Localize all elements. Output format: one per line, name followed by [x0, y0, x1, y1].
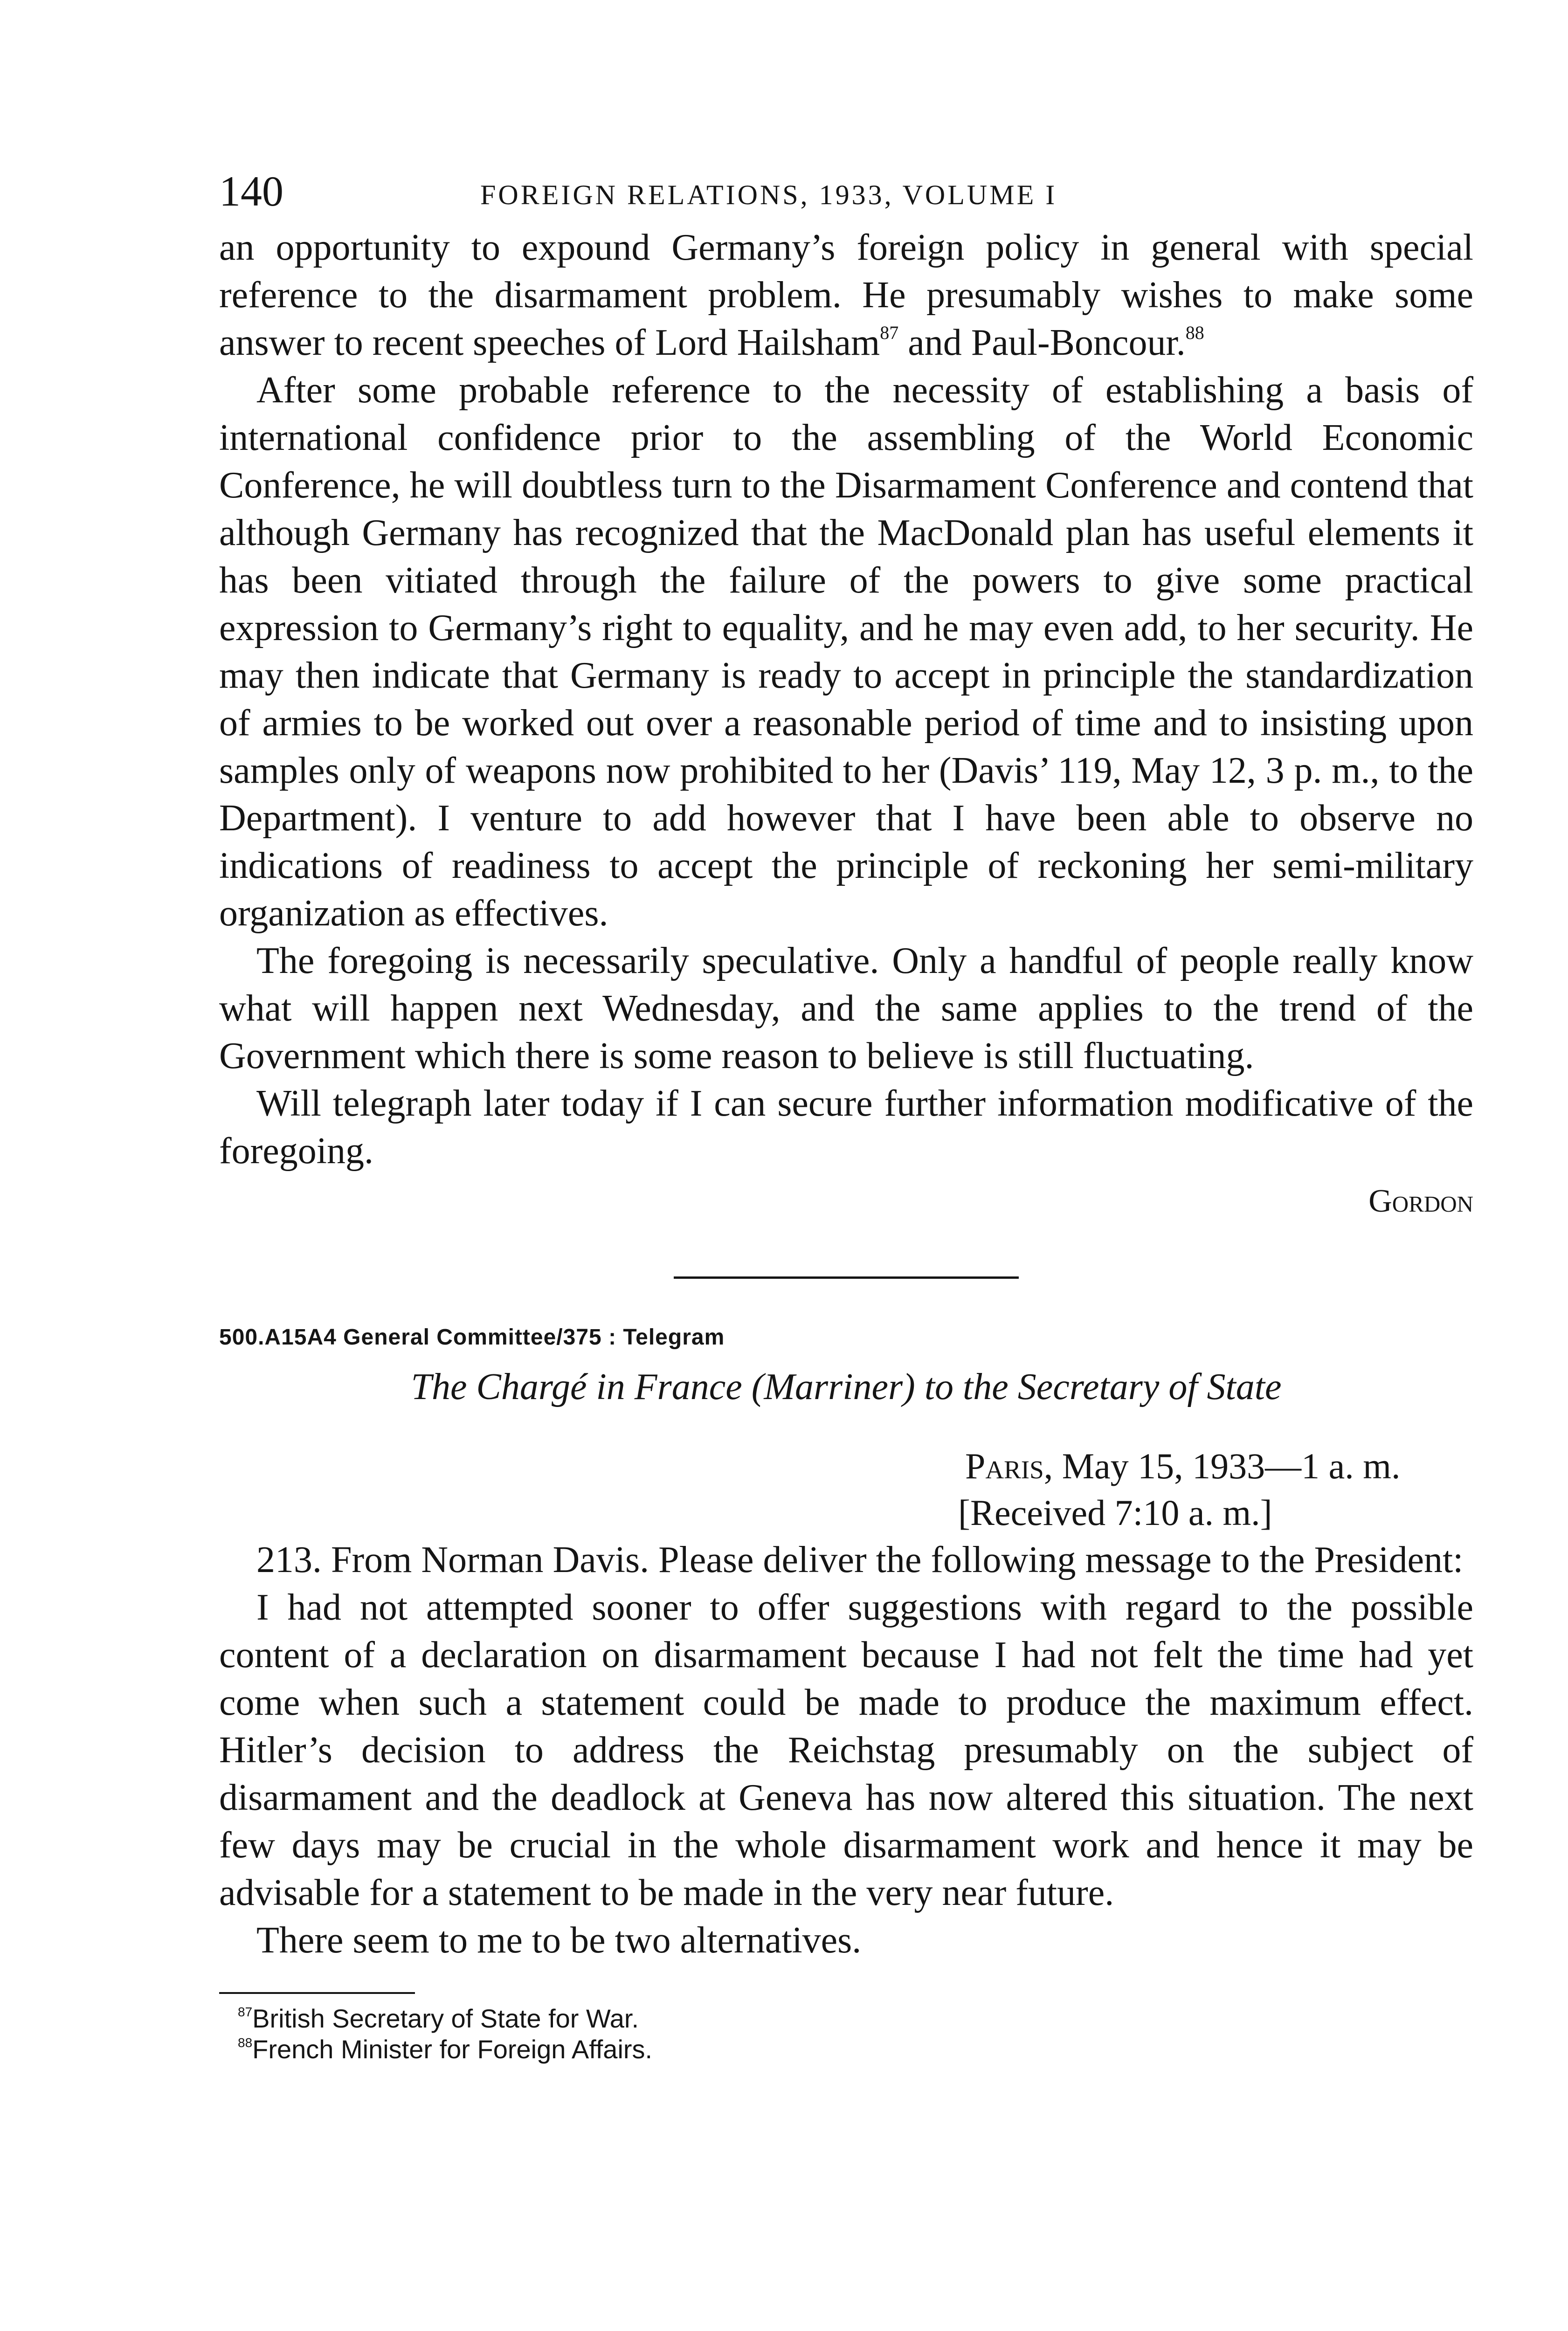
paragraph-text: an opportunity to expound Germany’s foreign policy in general with special reference to the disarmament problem. He presumably wishes to make some answer to recent speeches of Lord Hailsham [219, 227, 1473, 363]
footnote [238, 2034, 1473, 2065]
received-line: [Received 7:10 a. m.] [958, 1492, 1272, 1533]
footnote-ref: 88 [1185, 322, 1204, 343]
section-divider [674, 1276, 1019, 1279]
dateline [965, 1443, 1473, 1490]
telegram-text [219, 1536, 1473, 1964]
paragraph: Will telegraph later today if I can secure further information modificative of the foregoing. [219, 1083, 1473, 1172]
dateline-date: , May 15, 1933—1 a. m. [1043, 1446, 1401, 1486]
footnote-ref: 87 [880, 322, 899, 343]
paragraph: After some probable reference to the necessity of establishing a basis of international confidence prior to the assembling of the World Economic Conference, he will doubtless turn to the Disarmament Conference and contend that although Germany has recognized that the MacDonald plan has useful elements it has been vitiated through the failure of the powers to give some practical expression to Germany’s right to equality, and he may even add, to her security. He may then indicate that Germany is ready to accept in principle the standardization of armies to be worked out over a reasonable period of time and to insisting upon samples only of weapons now prohibited to her (Davis’ 119, May 12, 3 p. m., to the Department). I venture to add however that I have been able to observe no indications of readiness to accept the principle of reckoning her semi-military organization as effectives. [219, 370, 1473, 934]
paragraph: The foregoing is necessarily speculative. Only a handful of people really know what will happen next Wednesday, and the same applies to the trend of the Government which there is some reason to believe is still fluctuating. [219, 940, 1473, 1076]
footnote-mark: 87 [238, 2005, 253, 2020]
continuation-text [219, 224, 1473, 1225]
document-page [219, 168, 1473, 2065]
footnote-mark: 88 [238, 2035, 253, 2050]
page-number: 140 [219, 167, 283, 215]
paragraph: 213. From Norman Davis. Please deliver the following message to the President: [256, 1539, 1464, 1580]
file-reference: 500.A15A4 General Committee/375 : Telegram [219, 1325, 725, 1350]
running-head: FOREIGN RELATIONS, 1933, VOLUME I [480, 179, 1057, 210]
footnote-text: British Secretary of State for War. [252, 2004, 639, 2033]
page-header [219, 168, 1473, 224]
footnote-rule [219, 1992, 415, 1994]
paragraph: There seem to me to be two alternatives. [256, 1920, 862, 1961]
paragraph [219, 224, 1473, 366]
dateline-place: Paris [965, 1446, 1044, 1486]
footnote [238, 2003, 1473, 2034]
footnote-text: French Minister for Foreign Affairs. [252, 2034, 653, 2064]
document-title: The Chargé in France (Marriner) to the Secretary of State [411, 1366, 1282, 1407]
signature: Gordon [1368, 1183, 1473, 1219]
paragraph: I had not attempted sooner to offer suggestions with regard to the possible content of a declaration on disarmament because I had not felt the time had yet come when such a statement could be made to produce the maximum effect. Hitler’s decision to address the Reichstag presumably on the subject of disarmament and the deadlock at Geneva has now altered this situation. The next few days may be crucial in the whole disarmament work and hence it may be advisable for a statement to be made in the very near future. [219, 1587, 1473, 1913]
paragraph-text: and Paul-Boncour. [898, 322, 1186, 363]
